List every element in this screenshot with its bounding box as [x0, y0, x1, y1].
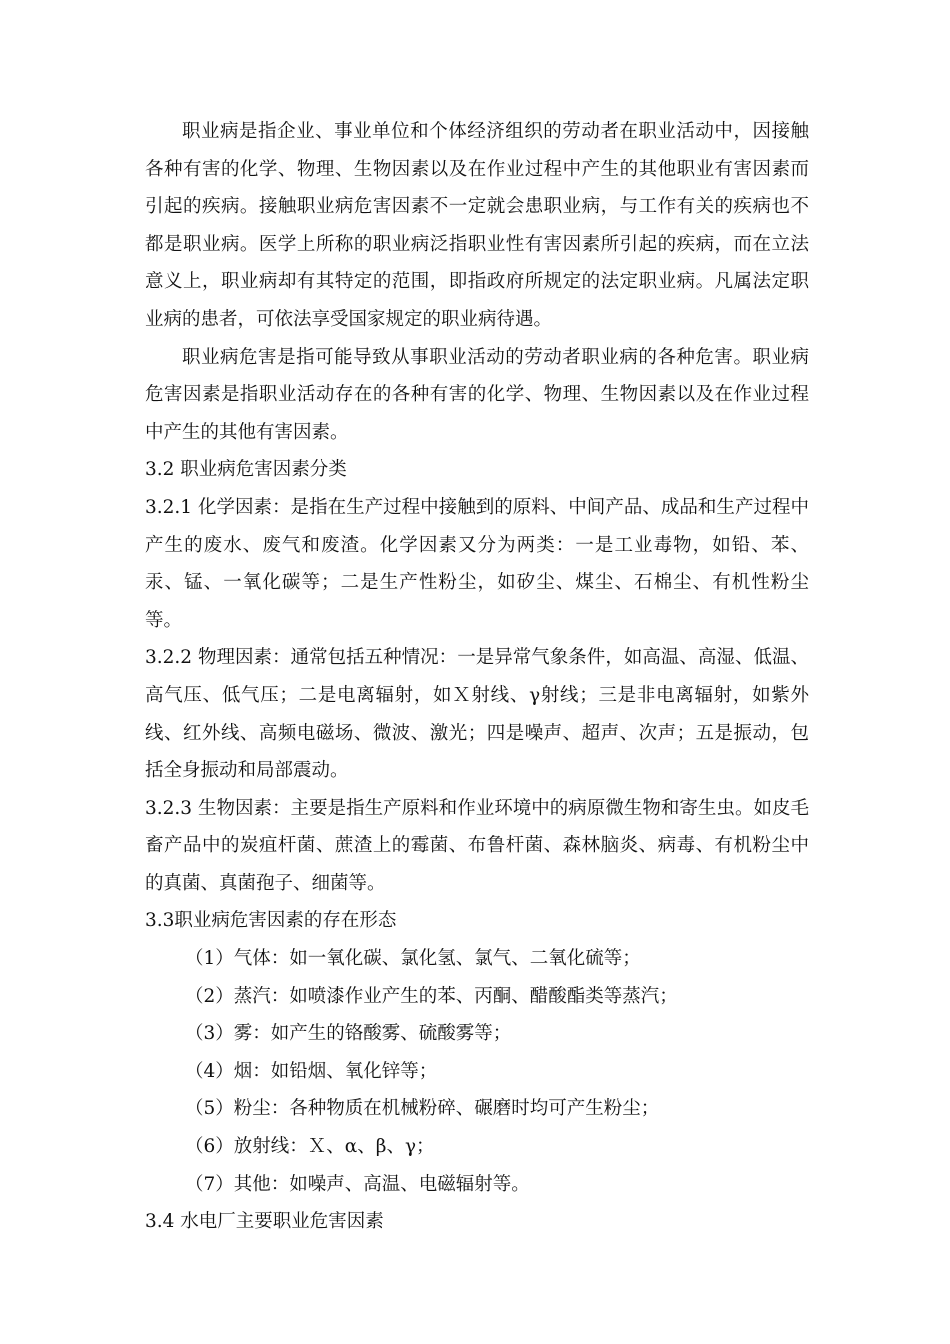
form-item-gas: （1）气体：如一氧化碳、氯化氢、氯气、二氧化硫等； — [185, 948, 641, 970]
form-item-dust: （5）粉尘：各种物质在机械粉碎、碾磨时均可产生粉尘； — [185, 1098, 660, 1120]
item-3-2-1-chemical-factors: 3.2.1 化学因素：是指在生产过程中接触到的原料、中间产品、成品和生产过程中产生的废水、废气和废渣。化学因素又分为两类：一是工业毒物，如铅、苯、汞、锰、一氧化碳等；二是生产性粉尘，如矽尘、煤尘、石棉尘、有机性粉尘等。 — [145, 496, 809, 631]
form-item-other: （7）其他：如噪声、高温、电磁辐射等。 — [185, 1173, 530, 1195]
section-heading-3-2: 3.2 职业病危害因素分类 — [145, 459, 347, 481]
form-item-radiation: （6）放射线：Ｘ、α、β、γ； — [185, 1136, 435, 1158]
form-item-fume: （4）烟：如铅烟、氧化锌等； — [185, 1060, 438, 1082]
form-item-mist: （3）雾：如产生的铬酸雾、硫酸雾等； — [185, 1023, 512, 1045]
form-item-vapor: （2）蒸汽：如喷漆作业产生的苯、丙酮、醋酸酯类等蒸汽； — [185, 985, 678, 1007]
section-heading-3-4: 3.4 水电厂主要职业危害因素 — [145, 1211, 384, 1233]
item-3-2-3-biological-factors: 3.2.3 生物因素：主要是指生产原料和作业环境中的病原微生物和寄生虫。如皮毛畜产品中的炭疽杆菌、蔗渣上的霉菌、布鲁杆菌、森林脑炎、病毒、有机粉尘中的真菌、真菌孢子、细菌等。 — [145, 797, 809, 894]
intro-paragraph-occupational-hazard: 职业病危害是指可能导致从事职业活动的劳动者职业病的各种危害。职业病危害因素是指职业活动存在的各种有害的化学、物理、生物因素以及在作业过程中产生的其他有害因素。 — [145, 346, 809, 443]
section-heading-3-3: 3.3职业病危害因素的存在形态 — [145, 910, 397, 932]
item-3-2-2-physical-factors: 3.2.2 物理因素：通常包括五种情况：一是异常气象条件，如高温、高湿、低温、高气压、低气压；二是电离辐射，如Ｘ射线、γ射线；三是非电离辐射，如紫外线、红外线、高频电磁场、微波、激光；四是噪声、超声、次声；五是振动，包括全身振动和局部震动。 — [145, 647, 809, 782]
document-body — [145, 113, 809, 1241]
intro-paragraph-occupational-disease: 职业病是指企业、事业单位和个体经济组织的劳动者在职业活动中，因接触各种有害的化学、物理、生物因素以及在作业过程中产生的其他职业有害因素而引起的疾病。接触职业病危害因素不一定就会患职业病，与工作有关的疾病也不都是职业病。医学上所称的职业病泛指职业性有害因素所引起的疾病，而在立法意义上，职业病却有其特定的范围，即指政府所规定的法定职业病。凡属法定职业病的患者，可依法享受国家规定的职业病待遇。 — [145, 121, 809, 330]
